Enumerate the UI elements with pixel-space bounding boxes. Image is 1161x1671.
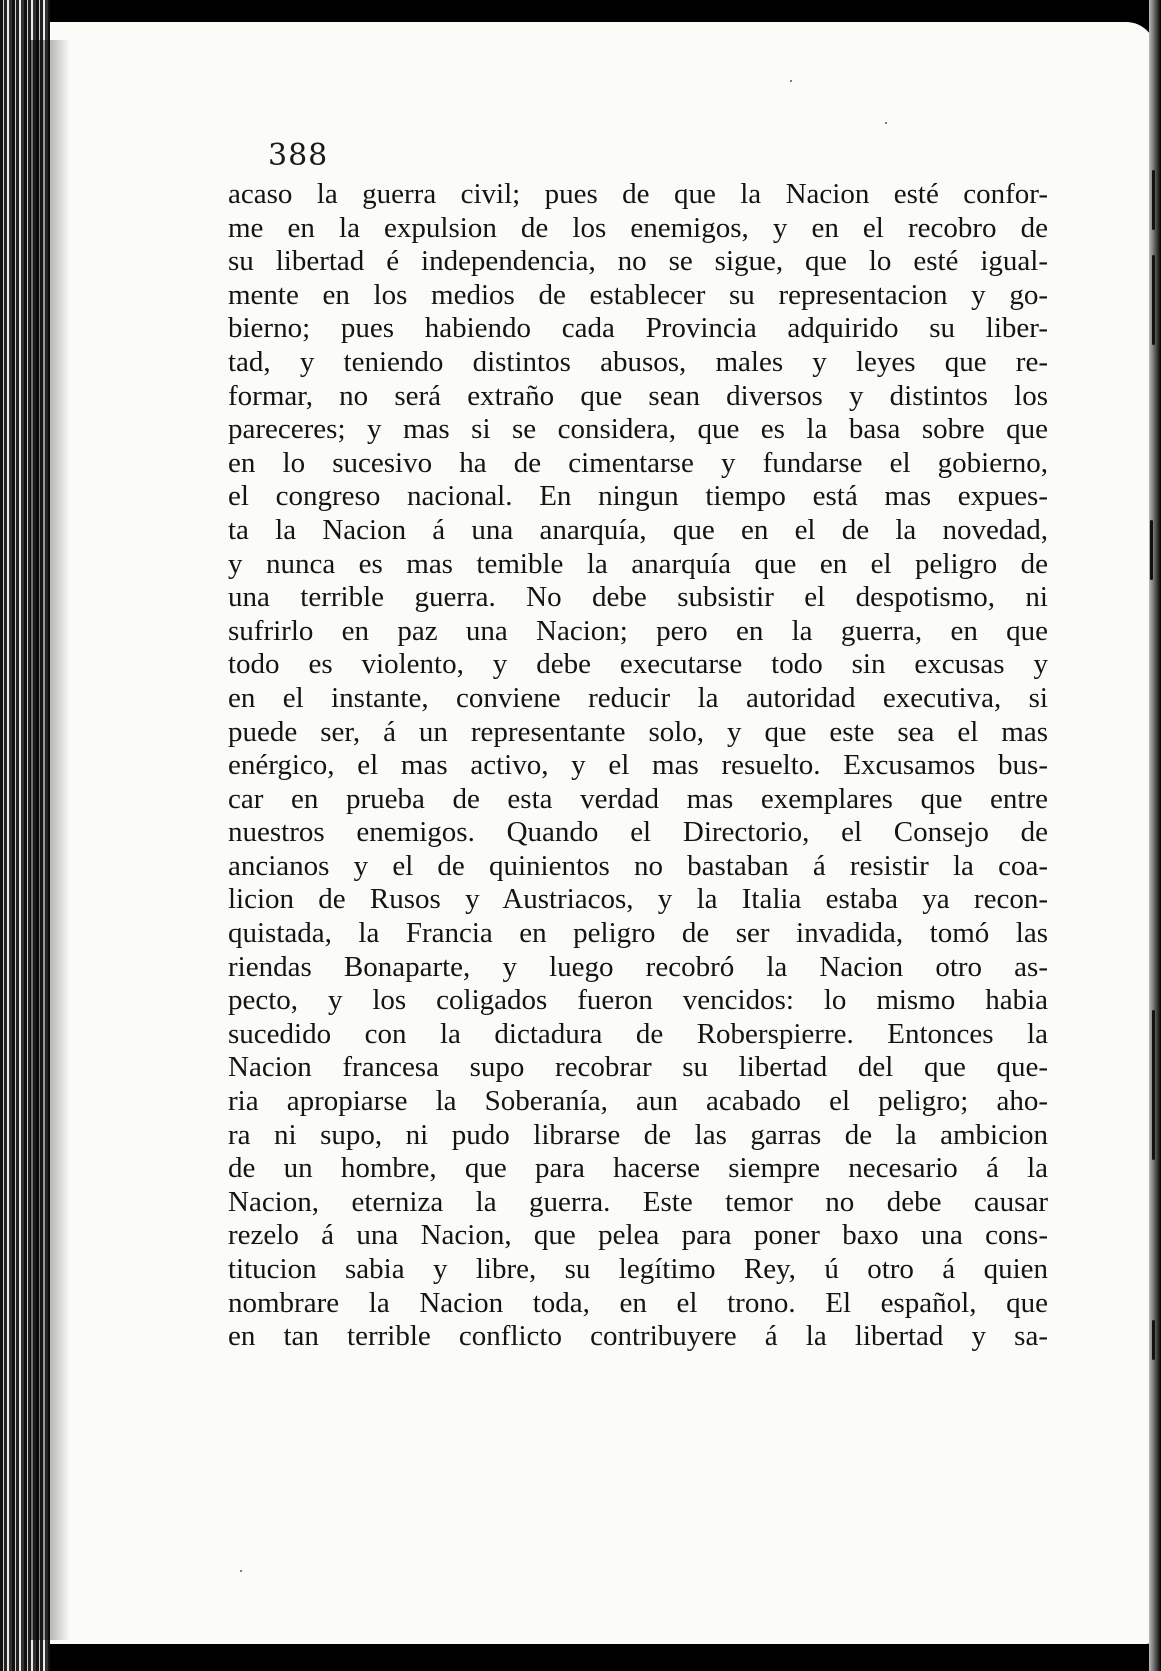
paper-speck xyxy=(240,1570,242,1572)
text-line: nombrare la Nacion toda, en el trono. El español, que xyxy=(228,1286,1048,1319)
text-line: pecto, y los coligados fueron vencidos: lo mismo habia xyxy=(228,984,1048,1017)
text-line: puede ser, á un representante solo, y que este sea el mas xyxy=(228,715,1048,748)
text-line: mente en los medios de establecer su representacion y go- xyxy=(228,278,1048,311)
text-line: formar, no será extraño que sean diversos y distintos los xyxy=(228,379,1048,412)
text-line: riendas Bonaparte, y luego recobró la Nacion otro as- xyxy=(228,950,1048,983)
edge-mark xyxy=(1150,520,1153,580)
edge-mark xyxy=(1152,1010,1155,1160)
text-line: el congreso nacional. En ningun tiempo está mas expues- xyxy=(228,480,1048,513)
text-line: sucedido con la dictadura de Roberspierre. Entonces la xyxy=(228,1017,1048,1050)
text-line: ta la Nacion á una anarquía, que en el de la novedad, xyxy=(228,513,1048,546)
text-line: de un hombre, que para hacerse siempre necesario á la xyxy=(228,1152,1048,1185)
text-line: sufrirlo en paz una Nacion; pero en la guerra, en que xyxy=(228,614,1048,647)
text-line: quistada, la Francia en peligro de ser invadida, tomó las xyxy=(228,917,1048,950)
text-line: su libertad é independencia, no se sigue, que lo esté igual- xyxy=(228,245,1048,278)
body-text xyxy=(228,178,1048,1354)
text-line: nuestros enemigos. Quando el Directorio, el Consejo de xyxy=(228,816,1048,849)
text-line: bierno; pues habiendo cada Provincia adquirido su liber- xyxy=(228,312,1048,345)
text-line: enérgico, el mas activo, y el mas resuelto. Excusamos bus- xyxy=(228,749,1048,782)
text-line: titucion sabia y libre, su legítimo Rey, ú otro á quien xyxy=(228,1253,1048,1285)
text-line: Nacion francesa supo recobrar su libertad del que que- xyxy=(228,1051,1048,1084)
text-line: pareceres; y mas si se considera, que es la basa sobre que xyxy=(228,413,1048,446)
text-line: ria apropiarse la Soberanía, aun acabado el peligro; aho- xyxy=(228,1085,1048,1118)
right-page-edge xyxy=(1149,0,1161,1671)
text-line: ra ni supo, ni pudo librarse de las garras de la ambicion xyxy=(228,1118,1048,1151)
text-line: una terrible guerra. No debe subsistir el despotismo, ni xyxy=(228,581,1048,614)
text-line: en lo sucesivo ha de cimentarse y fundarse el gobierno, xyxy=(228,446,1048,479)
edge-mark xyxy=(1152,170,1155,230)
edge-mark xyxy=(1152,255,1155,345)
text-line: en el instante, conviene reducir la autoridad executiva, si xyxy=(228,681,1048,714)
text-line: car en prueba de esta verdad mas exemplares que entre xyxy=(228,782,1048,815)
text-line: licion de Rusos y Austriacos, y la Italia estaba ya recon- xyxy=(228,883,1048,916)
text-line: Nacion, eterniza la guerra. Este temor no debe causar xyxy=(228,1185,1048,1218)
text-line: rezelo á una Nacion, que pelea para poner baxo una cons- xyxy=(228,1219,1048,1252)
gutter-shadow xyxy=(30,40,70,1640)
text-line: me en la expulsion de los enemigos, y en el recobro de xyxy=(228,211,1048,244)
text-line: acaso la guerra civil; pues de que la Nacion esté confor- xyxy=(228,178,1048,210)
edge-mark xyxy=(1152,1320,1155,1360)
text-line: todo es violento, y debe executarse todo sin excusas y xyxy=(228,648,1048,681)
paper-speck xyxy=(885,122,887,124)
text-line: en tan terrible conflicto contribuyere á la libertad y sa- xyxy=(228,1320,1048,1353)
text-line: tad, y teniendo distintos abusos, males y leyes que re- xyxy=(228,345,1048,378)
text-line: y nunca es mas temible la anarquía que en el peligro de xyxy=(228,547,1048,580)
text-line: ancianos y el de quinientos no bastaban á resistir la coa- xyxy=(228,849,1048,882)
page-number: 388 xyxy=(268,138,329,173)
paper-speck xyxy=(790,80,792,82)
